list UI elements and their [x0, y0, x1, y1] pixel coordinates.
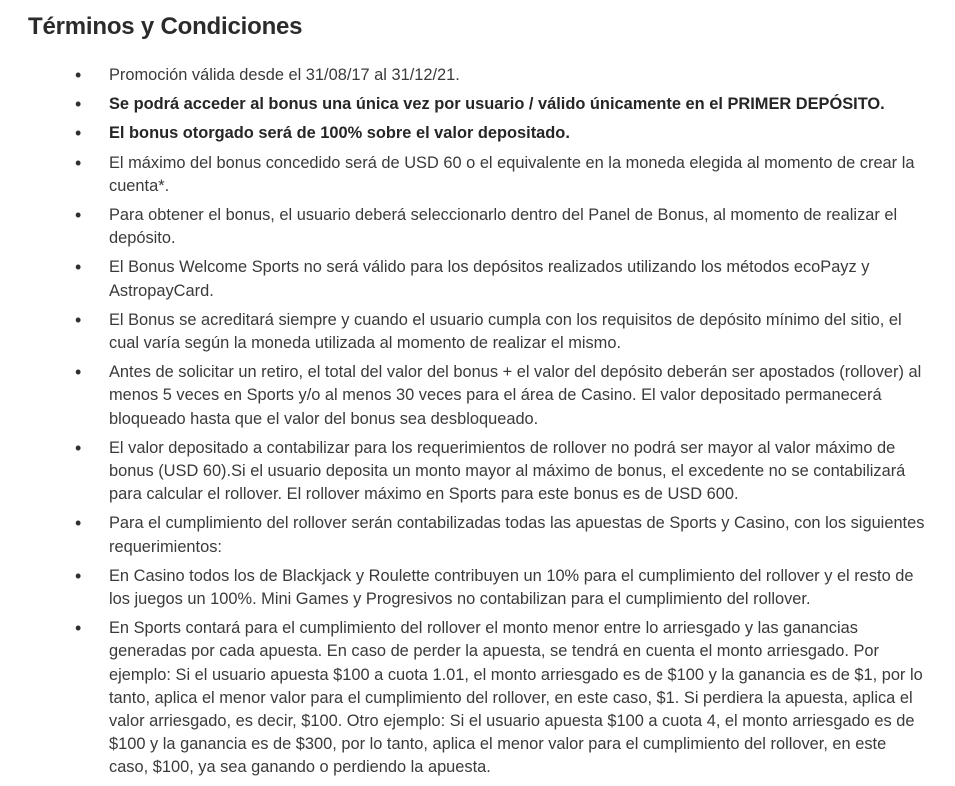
bullet-icon: •	[75, 65, 82, 85]
bullet-icon: •	[75, 123, 82, 144]
bullet-icon: •	[75, 565, 82, 586]
terms-item-text: Antes de solicitar un retiro, el total del valor del bonus + el valor del depósito deberán ser apostados (rollover) al menos 5 veces en Sports y/o al menos 30 veces para el área de Casino. El valor depositado permanecerá bloqueado hasta que el valor del bonus sea desbloqueado.	[109, 363, 922, 428]
bullet-icon: •	[75, 205, 82, 226]
terms-item-text: El Bonus se acreditará siempre y cuando el usuario cumpla con los requisitos de depósito mínimo del sitio, el cual varía según la moneda utilizada al momento de realizar el mismo.	[109, 310, 902, 353]
bullet-icon: •	[75, 309, 82, 330]
terms-list-item	[0, 309, 955, 355]
terms-list-item	[0, 122, 955, 145]
bullet-icon: •	[75, 437, 82, 458]
bullet-icon: •	[75, 362, 82, 383]
terms-list-item	[0, 93, 955, 116]
terms-item-text: Promoción válida desde el 31/08/17 al 31/12/21.	[109, 66, 460, 84]
terms-list-item	[0, 437, 955, 507]
terms-item-text: Para el cumplimiento del rollover serán contabilizadas todas las apuestas de Sports y Casino, con los siguientes requerimientos:	[109, 514, 925, 556]
terms-list-item	[0, 565, 955, 611]
terms-item-text: En Casino todos los de Blackjack y Roulette contribuyen un 10% para el cumplimiento del rollover y el resto de los juegos un 100%. Mini Games y Progresivos no contabilizan para el cumplimiento del rollover.	[109, 566, 914, 609]
terms-item-text: El valor depositado a contabilizar para los requerimientos de rollover no podrá ser mayor al valor máximo de bonus (USD 60).Si el usuario deposita un monto mayor al máximo de bonus, el excedente no se contabilizará para calcular el rollover. El rollover máximo en Sports para este bonus es de USD 600.	[109, 438, 906, 504]
terms-list-item	[0, 64, 955, 87]
bullet-icon: •	[75, 618, 82, 639]
terms-list-item	[0, 152, 955, 198]
terms-list	[0, 64, 955, 786]
terms-item-text: En Sports contará para el cumplimiento del rollover el monto menor entre lo arriesgado y las ganancias generadas por cada apuesta. En caso de perder la apuesta, se tendrá en cuenta el monto arriesgado. Por ejemplo: Si el usuario apuesta $100 a cuota 1.01, el monto arriesgado es de $100 y la ganancia es de $1, por lo tanto, aplica el menor valor para el cumplimiento del rollover, en este caso, $1. Si perdiera la apuesta, aplica el valor arriesgado, es decir, $100. Otro ejemplo: Si el usuario apuesta $100 a cuota 4, el monto arriesgado es de $100 y la ganancia es de $300, por lo tanto, aplica el menor valor para el cumplimiento del rollover, en este caso, $100, ya sea ganando o perdiendo la apuesta.	[109, 619, 923, 777]
terms-item-text: El Bonus Welcome Sports no será válido para los depósitos realizados utilizando los métodos ecoPayz y AstropayCard.	[109, 258, 870, 300]
page-title: Términos y Condiciones	[28, 13, 303, 40]
terms-item-text: El bonus otorgado será de 100% sobre el valor depositado.	[109, 124, 570, 143]
terms-item-text: Para obtener el bonus, el usuario deberá seleccionarlo dentro del Panel de Bonus, al momento de realizar el depósito.	[109, 206, 898, 248]
bullet-icon: •	[75, 94, 82, 115]
terms-list-item	[0, 256, 955, 302]
bullet-icon: •	[75, 513, 82, 534]
bullet-icon: •	[75, 257, 82, 278]
terms-item-text: Se podrá acceder al bonus una única vez por usuario / válido únicamente en el PRIMER DEPÓSITO.	[109, 95, 885, 114]
bullet-icon: •	[75, 152, 82, 173]
terms-list-item	[0, 204, 955, 250]
terms-list-item	[0, 361, 955, 431]
terms-list-item	[0, 512, 955, 558]
terms-item-text: El máximo del bonus concedido será de USD 60 o el equivalente en la moneda elegida al momento de crear la cuenta*.	[109, 153, 915, 195]
terms-list-item	[0, 617, 955, 779]
